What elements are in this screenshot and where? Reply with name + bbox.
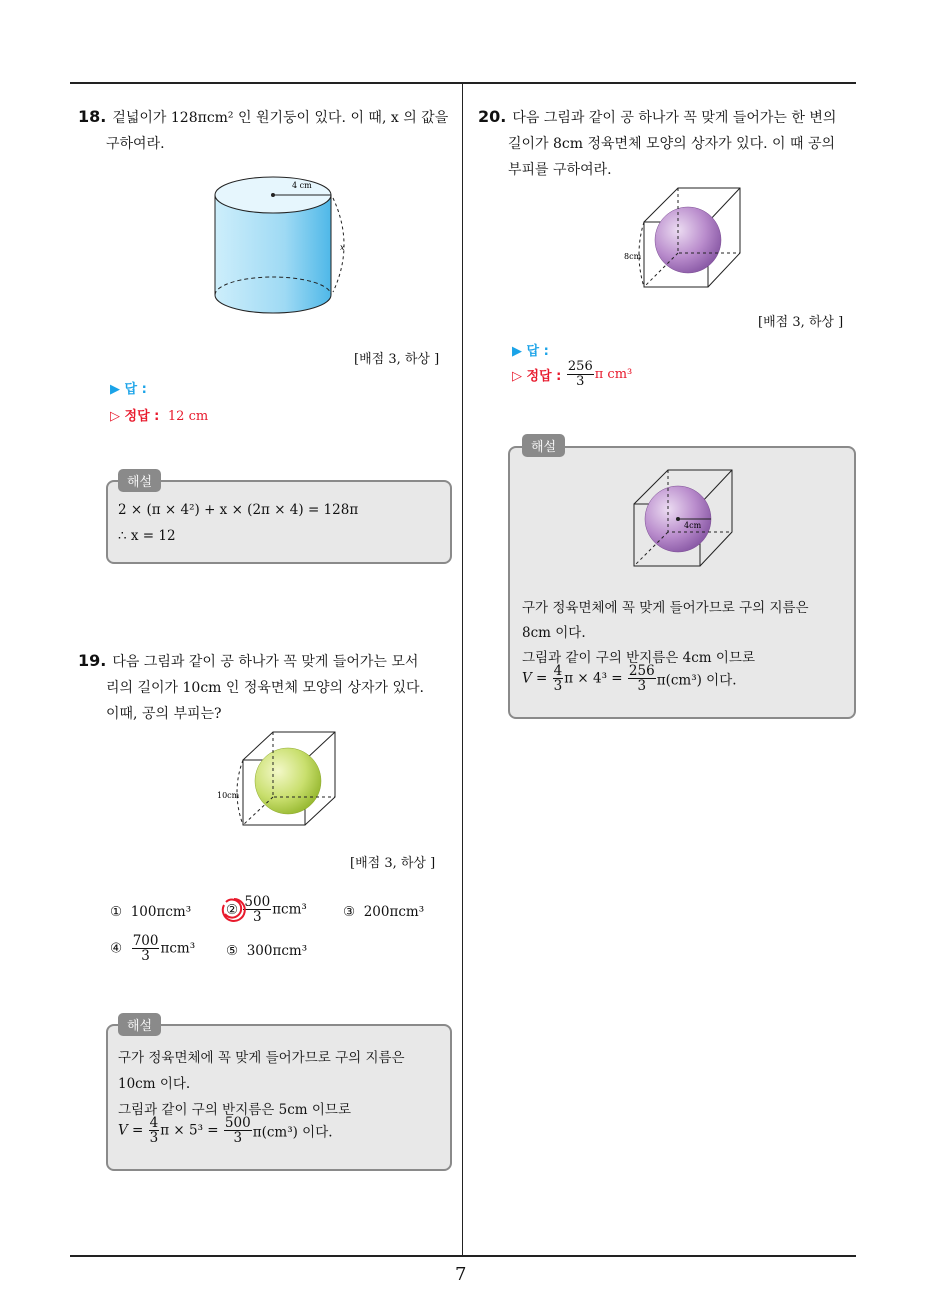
formula-tail: π(cm³) 이다.	[252, 1124, 333, 1141]
q18-answer-label: ▶ 답 :	[110, 382, 147, 397]
q20-solution-line2: 8cm 이다.	[522, 625, 586, 641]
frac2-den: 3	[637, 678, 647, 694]
q19-solution-line3: 그림과 같이 구의 반지름은 5cm 이므로	[118, 1102, 351, 1118]
choice-1-number: ①	[110, 904, 123, 920]
choice-4-numerator: 700	[132, 933, 159, 949]
q19-solution-line2: 10cm 이다.	[118, 1076, 191, 1092]
q18-cylinder-figure	[200, 160, 360, 330]
q19-text-line3: 이때, 공의 부피는?	[106, 706, 222, 722]
q18-solution-box	[106, 480, 452, 564]
frac1-num: 4	[553, 663, 563, 679]
choice-1-text: 100πcm³	[130, 904, 192, 920]
q20-correct-row	[512, 360, 632, 389]
q20-edge-label: 8cm	[624, 252, 642, 261]
choice-5-text: 300πcm³	[246, 943, 308, 959]
formula-frac2	[628, 664, 656, 693]
formula-frac1	[553, 664, 564, 693]
q19-choice-3[interactable]	[343, 904, 424, 920]
frac2-num: 500	[224, 1115, 251, 1131]
q20-number: 20.	[478, 107, 507, 126]
q20-cube-sphere-figure	[622, 184, 747, 294]
q20-text-line1: 다음 그림과 같이 공 하나가 꼭 맞게 들어가는 한 변의	[512, 110, 837, 126]
q18-height-label: x	[340, 243, 345, 252]
q19-question	[78, 648, 458, 727]
frac1-den: 3	[553, 678, 563, 694]
q18-correct-label: ▷ 정답 :	[110, 409, 160, 424]
q18-question	[78, 104, 458, 157]
formula-mid: π × 4³ =	[564, 670, 623, 687]
choice-4-tail: πcm³	[160, 940, 196, 957]
q20-solution-line1: 구가 정육면체에 꼭 맞게 들어가므로 구의 지름은	[522, 600, 809, 616]
q18-radius-label: 4 cm	[292, 181, 312, 190]
q20-correct-denominator: 3	[576, 374, 585, 389]
top-rule	[70, 82, 856, 84]
frac2-den: 3	[233, 1130, 243, 1146]
page-number: 7	[455, 1264, 467, 1285]
choice-2-number	[226, 902, 238, 918]
q18-correct-value: 12 cm	[167, 409, 209, 424]
q19-choice-2[interactable]	[226, 895, 307, 924]
choice-5-number: ⑤	[226, 943, 239, 959]
q19-edge-label: 10cm	[217, 791, 240, 800]
choice-4-denominator: 3	[141, 948, 150, 964]
choice-3-number: ③	[343, 904, 356, 920]
q18-solution-line2: ∴ x = 12	[118, 528, 176, 544]
q20-solution-figure	[620, 466, 745, 576]
choice-4-fraction	[132, 934, 160, 963]
q20-sol-radius-label: 4cm	[684, 521, 702, 530]
q20-correct-numerator: 256	[567, 359, 593, 374]
q19-number: 19.	[78, 651, 107, 670]
q19-solution-tag: 해설	[118, 1013, 161, 1036]
q20-text-line2: 길이가 8cm 정육면체 모양의 상자가 있다. 이 때 공의	[508, 136, 836, 152]
selected-circle-mark	[220, 896, 248, 924]
q19-choice-4[interactable]	[110, 934, 195, 963]
q19-cube-sphere-figure	[215, 728, 345, 833]
frac2-num: 256	[628, 663, 655, 679]
q18-text-line2: 구하여라.	[106, 136, 165, 152]
q19-text-line2: 리의 길이가 10cm 인 정육면체 모양의 상자가 있다.	[106, 680, 424, 696]
choice-4-number: ④	[110, 940, 123, 957]
q19-solution-line1: 구가 정육면체에 꼭 맞게 들어가므로 구의 지름은	[118, 1050, 405, 1066]
q19-text-line1: 다음 그림과 같이 공 하나가 꼭 맞게 들어가는 모서	[112, 654, 419, 670]
q18-score: [배점 3, 하상 ]	[354, 352, 440, 367]
q18-text-line1: 겉넓이가 128πcm² 인 원기둥이 있다. 이 때, x 의 값을	[112, 110, 449, 126]
q20-correct-label: ▷ 정답 :	[512, 369, 562, 384]
q20-text-line3: 부피를 구하여라.	[508, 162, 612, 178]
choice-3-text: 200πcm³	[363, 904, 425, 920]
q20-correct-tail: π cm³	[594, 367, 633, 382]
q20-question	[478, 104, 858, 183]
q19-score: [배점 3, 하상 ]	[350, 856, 436, 871]
q20-score: [배점 3, 하상 ]	[758, 315, 844, 330]
q18-correct-row	[110, 405, 208, 424]
formula-v: V =	[522, 670, 548, 687]
choice-2-tail: πcm³	[272, 901, 307, 918]
q20-solution-tag: 해설	[522, 434, 565, 457]
q18-solution-tag: 해설	[118, 469, 161, 492]
q20-answer-label: ▶ 답 :	[512, 344, 549, 359]
formula-frac1	[149, 1116, 160, 1145]
formula-tail: π(cm³) 이다.	[656, 672, 737, 689]
q19-choice-1[interactable]	[110, 904, 191, 920]
q20-solution-formula	[522, 664, 737, 693]
q20-solution-line3: 그림과 같이 구의 반지름은 4cm 이므로	[522, 650, 755, 666]
choice-2-denominator: 3	[253, 909, 262, 925]
frac1-den: 3	[149, 1130, 159, 1146]
formula-mid: π × 5³ =	[160, 1122, 219, 1139]
formula-v: V =	[118, 1122, 144, 1139]
choice-2-number-text: ②	[226, 901, 239, 918]
q19-choice-5[interactable]	[226, 943, 307, 959]
formula-frac2	[224, 1116, 252, 1145]
bottom-rule	[70, 1255, 856, 1257]
frac1-num: 4	[149, 1115, 159, 1131]
choice-2-numerator: 500	[244, 894, 271, 910]
q20-correct-fraction	[567, 360, 594, 389]
q18-number: 18.	[78, 107, 107, 126]
column-divider	[462, 84, 463, 1256]
q19-solution-formula	[118, 1116, 333, 1145]
q18-solution-line1: 2 × (π × 4²) + x × (2π × 4) = 128π	[118, 502, 359, 518]
